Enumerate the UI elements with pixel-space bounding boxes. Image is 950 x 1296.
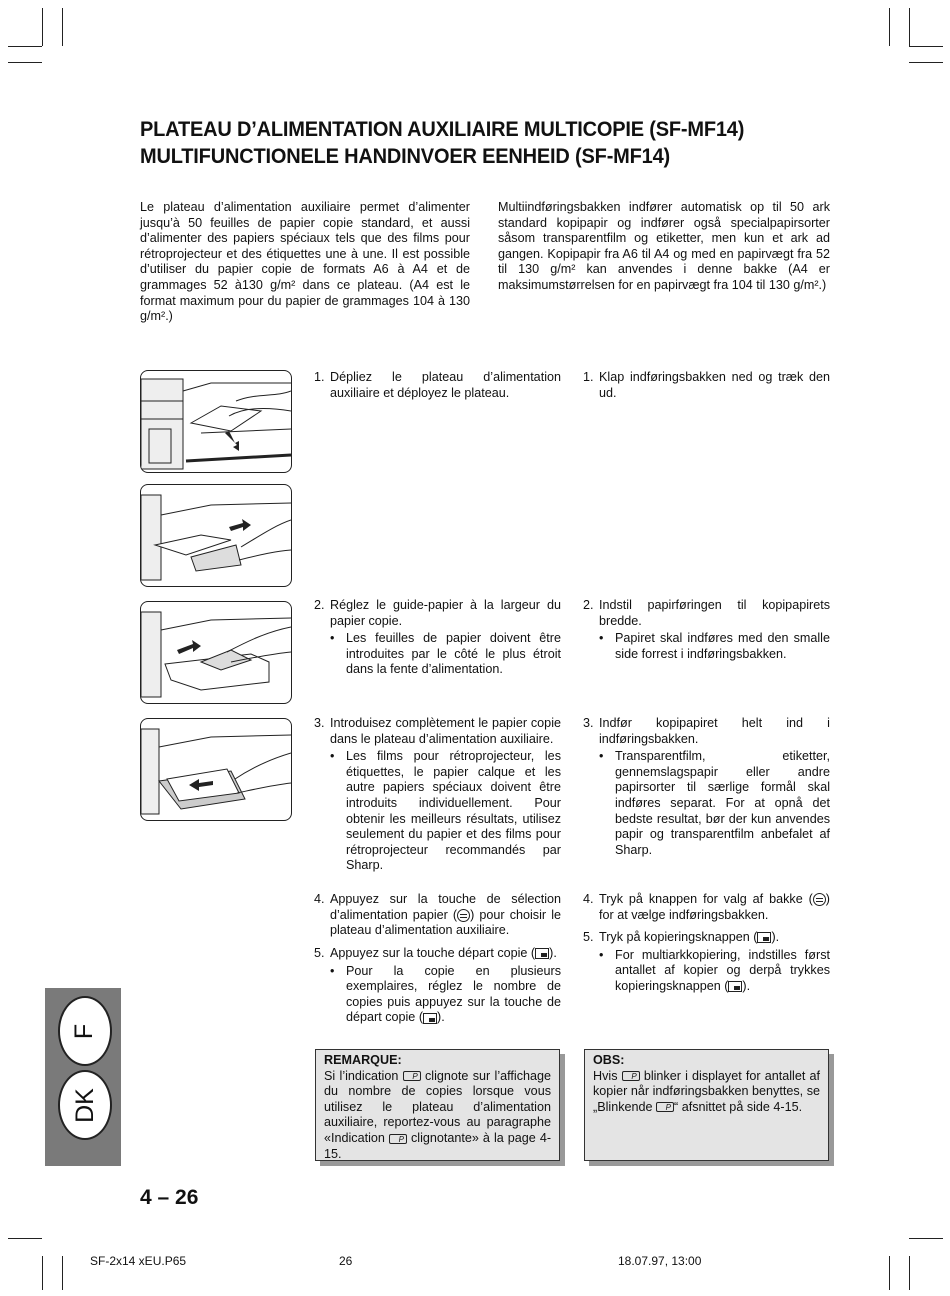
crop-mark: [909, 1238, 943, 1239]
intro-fr: Le plateau d’alimentation auxiliaire permet d’alimenter jusqu’à 50 feuilles de papier copie standard, et aussi d’alimenter des papiers spéciaux tels que des films pour rétroprojecteur et des étiquettes une à une. Il est possible d’utiliser du papier copie de formats A6 à A4 et de grammages 52 à130 g/m² dans ce plateau. (A4 est le format maximum pour du papier de grammages 104 à 130 g/m².): [140, 200, 470, 324]
blinking-p-indicator-icon: P: [622, 1071, 640, 1081]
note-heading: REMARQUE:: [324, 1053, 402, 1067]
bullet-text: For multiarkkopiering, indstilles først antallet af kopier og derpå trykkes kopieringsknappen (: [615, 947, 830, 993]
page-title: [140, 116, 810, 170]
crop-mark: [889, 8, 890, 46]
step-text: ).: [549, 946, 557, 960]
step-number: 3.: [583, 716, 594, 730]
step-text: Tryk på knappen for valg af bakke (: [599, 892, 813, 906]
figure-step3-insert-paper: [140, 718, 292, 821]
bullet: •: [330, 963, 335, 978]
bullet: •: [330, 631, 335, 646]
title-line-fr: PLATEAU D’ALIMENTATION AUXILIAIRE MULTICOPIE (SF-MF14): [140, 117, 745, 141]
step-text: Tryk på kopieringsknappen (: [599, 930, 758, 944]
dk-step-3: [583, 716, 830, 858]
note-text: clignote sur l’affichage du nombre de copies lorsque vous utilisez le plateau d’alimentation auxiliaire, reportez-vous au paragraphe «Indication: [324, 1068, 552, 1145]
crop-mark: [42, 1256, 43, 1290]
crop-mark: [8, 1238, 42, 1239]
bullet-text: Transparentfilm, etiketter, gennemslagspapir eller andre papirsorter til særlige formål skal indføres separat. For at opnå det bedste resultat, bør der kun anvendes papir og transparentfilm anbefalet af Sharp.: [615, 749, 830, 857]
note-dk: [584, 1049, 829, 1161]
step-text: Klap indføringsbakken ned og træk den ud.: [599, 370, 830, 400]
fr-step-3: [314, 716, 561, 874]
language-tab: [45, 988, 121, 1166]
bullet-text: Les films pour rétroprojecteur, les étiquettes, le papier calque et les autre papiers spéciaux doivent être introduits individuellement. Pour obtenir les meilleurs résultats, utilisez seulement du papier et des films pour rétroprojecteur recommandés par Sharp.: [346, 749, 561, 873]
crop-mark: [909, 8, 910, 46]
figure-step2-paper-guide: [140, 601, 292, 704]
blinking-p-indicator-icon: P: [389, 1134, 407, 1144]
crop-mark: [62, 1256, 63, 1290]
fr-step-2: [314, 598, 561, 678]
title-line-nl: MULTIFUNCTIONELE HANDINVOER EENHEID (SF-MF14): [140, 144, 671, 168]
start-key-icon: [757, 932, 771, 943]
bullet-text: Papiret skal indføres med den smalle side forrest i indføringsbakken.: [615, 631, 830, 661]
start-key-icon: [728, 981, 742, 992]
blinking-p-indicator-icon: P: [656, 1102, 674, 1112]
figure-step1-pull-out: [140, 484, 292, 587]
intro-dk: Multiindføringsbakken indfører automatisk op til 50 ark standard kopipapir og indfører også specialpapirsorter såsom transparentfilm og etiketter, men kun et ark ad gangen. Kopipapir fra A6 til A4 og med en papirvægt fra 52 til 130 g/m² kan anvendes i denne bakke (A4 er maksimumstørrelsen for en papirvægt fra 104 til 130 g/m².): [498, 200, 830, 292]
crop-mark: [62, 8, 63, 46]
note-heading: OBS:: [593, 1053, 625, 1067]
fr-step-1: [314, 370, 561, 401]
step-number: 2.: [583, 598, 594, 612]
footer-page: 26: [339, 1254, 353, 1268]
step-number: 5.: [314, 946, 325, 960]
fr-step-4: [314, 892, 561, 939]
step-text: ) for at vælge indføringsbakken.: [599, 892, 830, 922]
step-number: 3.: [314, 716, 325, 730]
note-text: “ afsnittet på side 4-15.: [674, 1099, 803, 1114]
page-number: 4 – 26: [140, 1186, 199, 1209]
step-number: 2.: [314, 598, 325, 612]
crop-mark: [8, 46, 42, 47]
bullet-text: ).: [437, 1010, 445, 1025]
footer-file: SF-2x14 xEU.P65: [90, 1254, 187, 1268]
step-text: Indfør kopipapiret helt ind i indføringsbakken.: [599, 716, 830, 746]
step-number: 5.: [583, 930, 594, 944]
step-text: ) pour choisir le plateau d’alimentation auxiliaire.: [330, 907, 561, 938]
note-text: clignotante» à la page 4-15.: [324, 1130, 552, 1161]
bullet: •: [599, 631, 604, 646]
step-text: Indstil papirføringen til kopipapirets bredde.: [599, 598, 830, 628]
bullet: •: [599, 947, 604, 962]
crop-mark: [889, 1256, 890, 1290]
crop-mark: [42, 8, 43, 46]
dk-step-2: [583, 598, 830, 662]
paper-select-key-icon: [457, 909, 470, 922]
start-key-icon: [535, 948, 549, 959]
dk-step-4: [583, 892, 830, 923]
dk-step-1: [583, 370, 830, 401]
step-text: Réglez le guide-papier à la largeur du papier copie.: [330, 598, 561, 628]
step-text: ).: [771, 930, 780, 944]
fr-step-5: [314, 946, 561, 1026]
figure-step1-fold-down: [140, 370, 292, 473]
note-text: Hvis: [593, 1068, 618, 1083]
step-number: 4.: [583, 892, 594, 906]
bullet-text: ).: [742, 978, 751, 993]
dk-step-5: [583, 930, 830, 994]
crop-mark: [909, 1256, 910, 1290]
step-text: Dépliez le plateau d’alimentation auxiliaire et déployez le plateau.: [330, 370, 561, 400]
bullet-text: Pour la copie en plusieurs exemplaires, réglez le nombre de copies puis appuyez sur la touche de départ copie (: [346, 963, 561, 1025]
step-number: 4.: [314, 892, 325, 906]
footer-date: 18.07.97, 13:00: [618, 1254, 702, 1268]
step-text: Appuyez sur la touche départ copie (: [330, 946, 536, 960]
step-number: 1.: [314, 370, 325, 384]
note-fr: [315, 1049, 560, 1161]
crop-mark: [8, 62, 42, 63]
crop-mark: [909, 46, 943, 47]
bullet-text: Les feuilles de papier doivent être introduites par le côté le plus étroit dans la fente d’alimentation.: [346, 631, 561, 677]
blinking-p-indicator-icon: P: [403, 1071, 421, 1081]
start-key-icon: [423, 1013, 437, 1024]
bullet: •: [330, 749, 335, 764]
step-number: 1.: [583, 370, 594, 384]
language-tab-f: F: [58, 996, 112, 1066]
language-tab-dk: DK: [58, 1070, 112, 1140]
step-text: Appuyez sur la touche de sélection d’alimentation papier (: [330, 892, 561, 922]
paper-select-key-icon: [813, 893, 826, 906]
bullet: •: [599, 749, 604, 764]
step-text: Introduisez complètement le papier copie dans le plateau d’alimentation auxiliaire.: [330, 716, 561, 746]
note-text: blinker i displayet for antallet af kopier når indføringsbakken benyttes, se „Blinkende: [593, 1068, 820, 1114]
crop-mark: [909, 62, 943, 63]
note-text: Si l’indication: [324, 1068, 399, 1083]
